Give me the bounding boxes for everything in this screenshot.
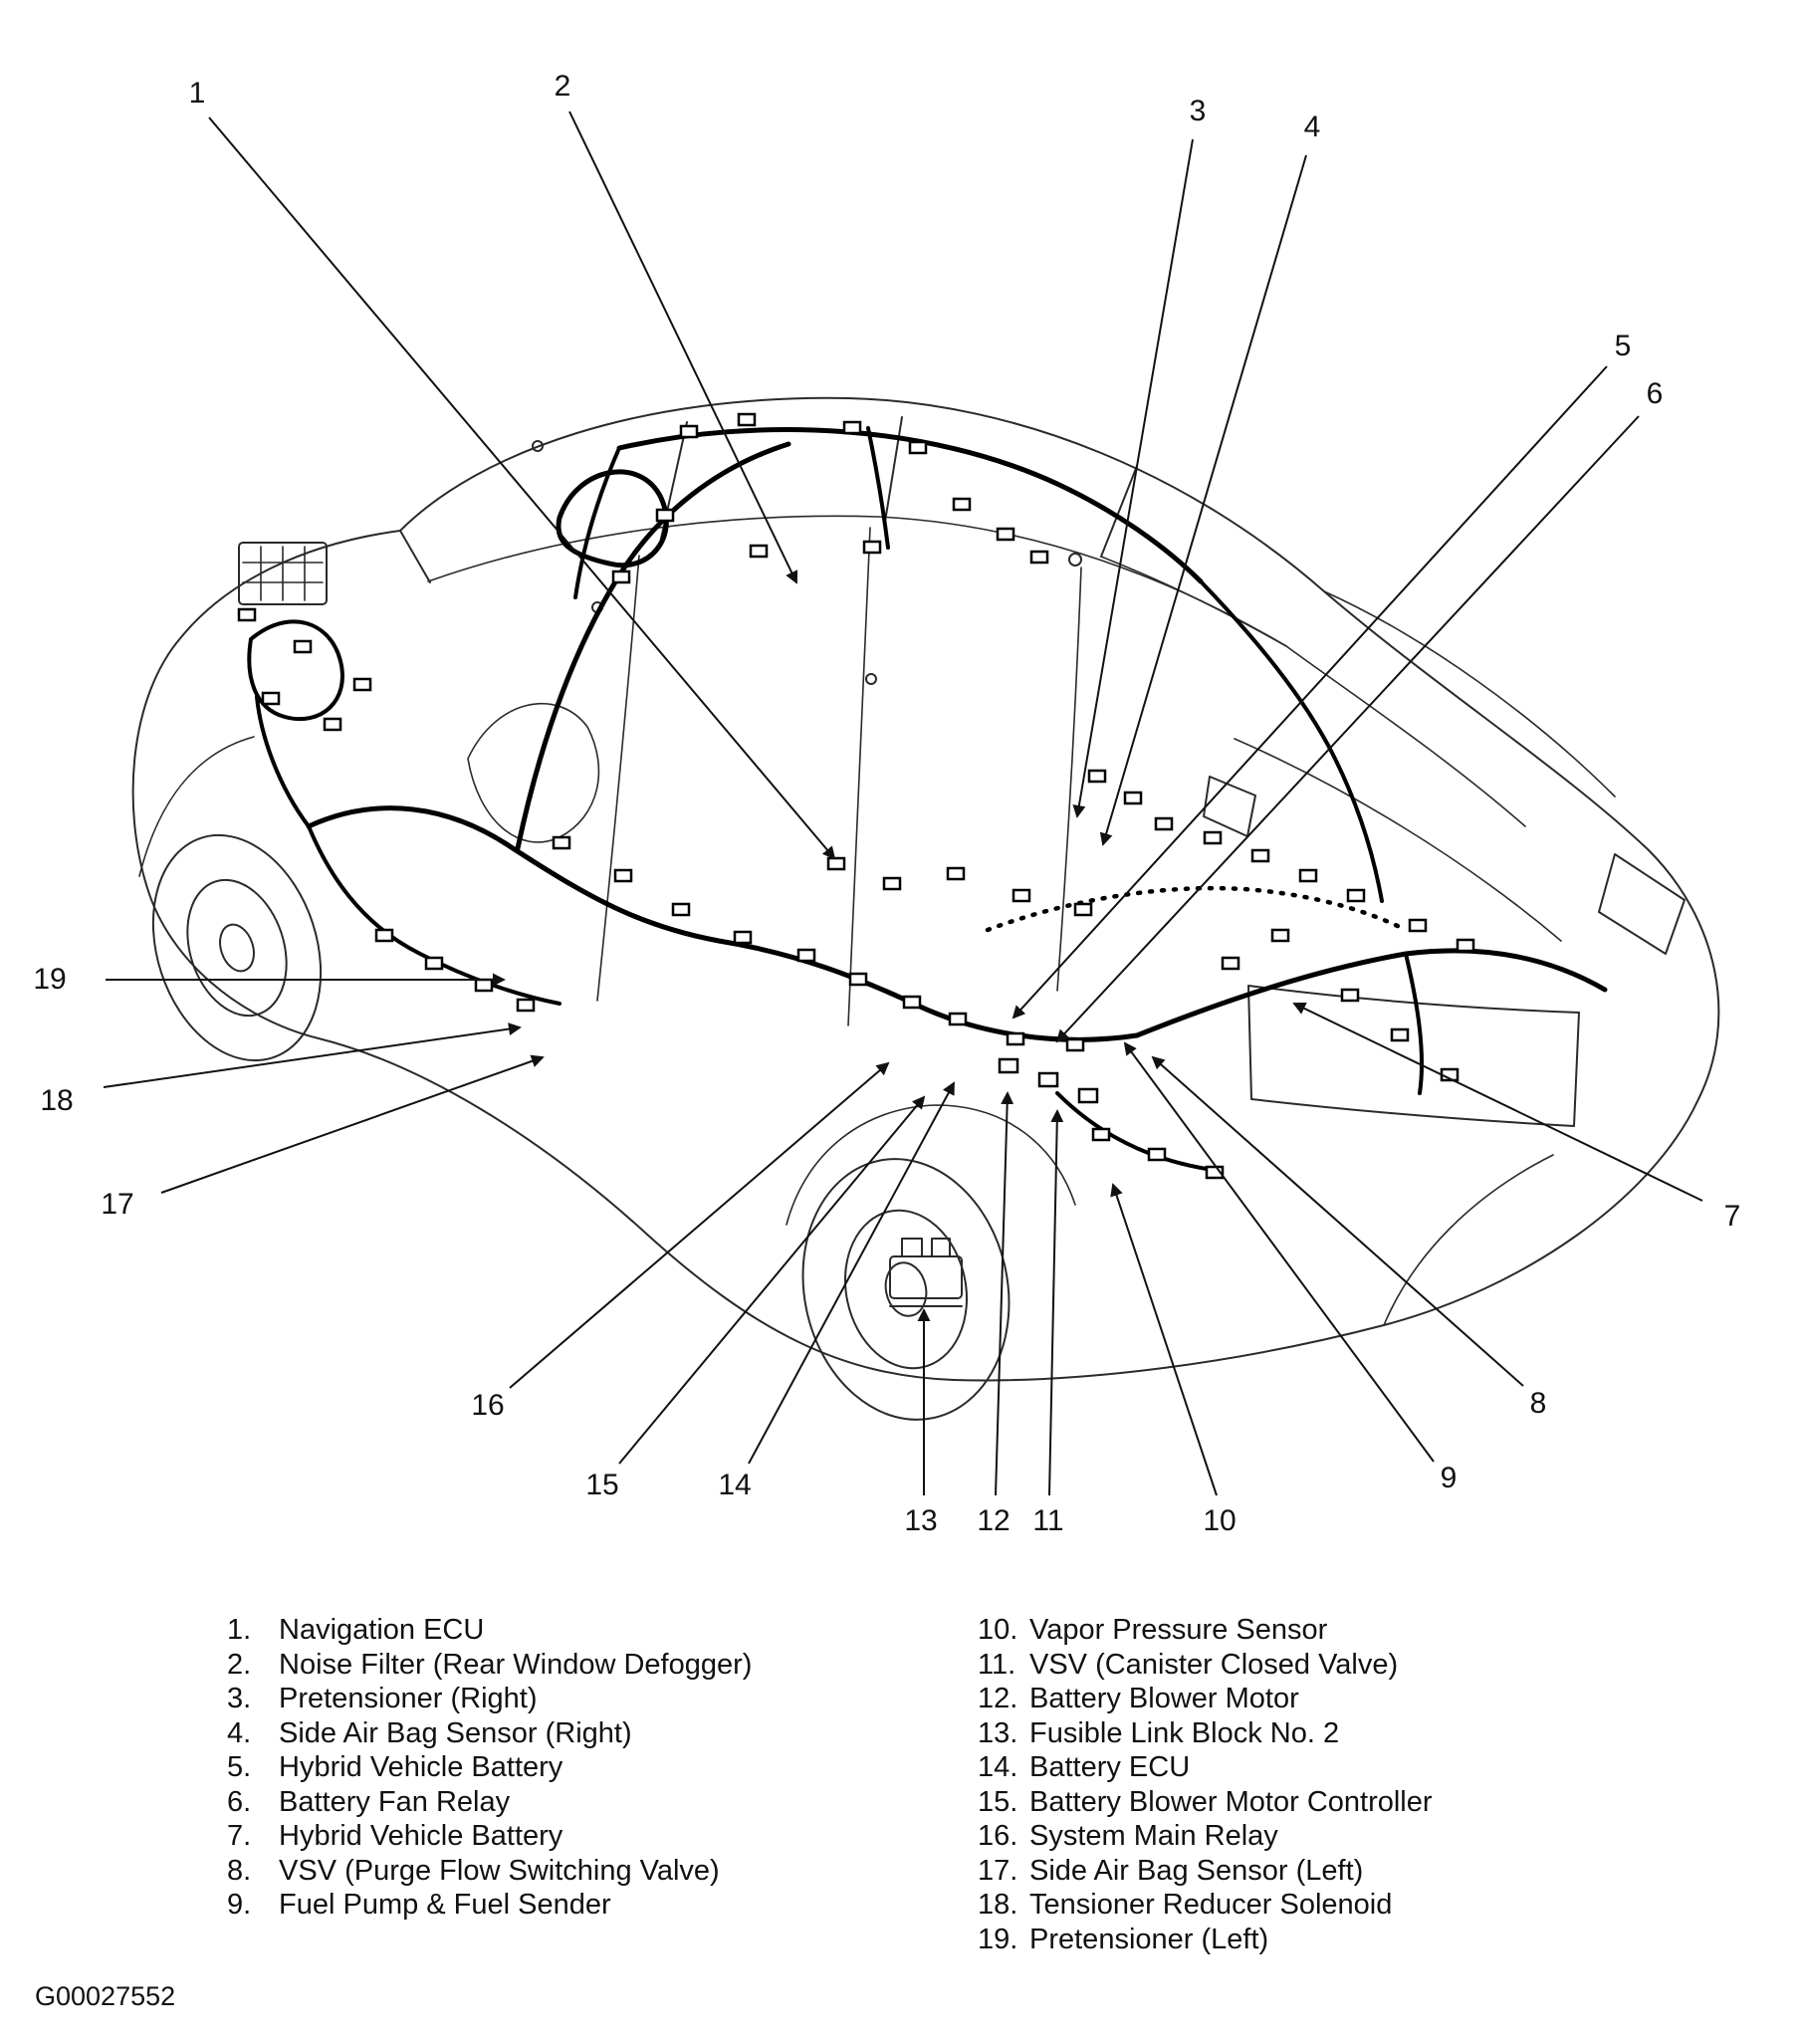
legend-left-column [227,1613,752,1923]
legend-item-16 [978,1819,1433,1854]
legend-label: VSV (Canister Closed Valve) [1029,1648,1399,1681]
legend-num: 18. [978,1889,1018,1921]
callout-12: 12 [977,1504,1011,1537]
legend-num: 5. [227,1751,252,1783]
wiring-harness [249,428,1605,1169]
legend-label: Tensioner Reducer Solenoid [1029,1889,1393,1921]
legend-label: Battery Blower Motor Controller [1029,1785,1433,1818]
legend-item-14 [978,1750,1433,1785]
legend-label: Pretensioner (Right) [279,1683,538,1714]
callout-6: 6 [1646,377,1664,410]
legend-item-17 [978,1854,1433,1889]
legend-item-3 [227,1682,752,1716]
legend-item-10 [978,1613,1433,1648]
legend-label: Battery Blower Motor [1029,1683,1299,1714]
legend-label: Fuel Pump & Fuel Sender [279,1889,611,1921]
legend-item-15 [978,1785,1433,1820]
callout-11: 11 [1032,1504,1064,1537]
legend-label: Battery ECU [1029,1751,1191,1783]
legend-num: 15. [978,1785,1018,1818]
legend-num: 4. [227,1716,252,1749]
legend-item-18 [978,1888,1433,1923]
legend-num: 17. [978,1854,1018,1887]
legend-item-1 [227,1613,752,1648]
legend-label: Side Air Bag Sensor (Right) [279,1716,632,1749]
legend-item-6 [227,1785,752,1820]
legend-label: Noise Filter (Rear Window Defogger) [279,1648,753,1681]
legend-num: 7. [227,1820,252,1852]
legend-label: Hybrid Vehicle Battery [279,1820,563,1852]
legend-label: Hybrid Vehicle Battery [279,1751,563,1783]
legend-label: Pretensioner (Left) [1029,1923,1269,1955]
legend-num: 19. [978,1923,1018,1955]
legend-label: Vapor Pressure Sensor [1029,1614,1328,1646]
legend-label: Battery Fan Relay [279,1785,511,1818]
callout-1: 1 [188,77,206,110]
legend-label: Navigation ECU [279,1614,485,1646]
legend-label: System Main Relay [1029,1820,1278,1852]
callout-14: 14 [718,1469,752,1501]
legend-item-19 [978,1923,1433,1957]
legend-item-13 [978,1716,1433,1751]
callout-18: 18 [40,1084,74,1117]
callout-leader-lines [104,112,1702,1495]
legend-num: 16. [978,1820,1018,1852]
legend-label: Side Air Bag Sensor (Left) [1029,1854,1364,1887]
legend-num: 14. [978,1751,1018,1783]
callout-2: 2 [554,70,571,103]
legend-num: 8. [227,1854,252,1887]
callout-4: 4 [1303,111,1321,143]
callout-17: 17 [101,1188,134,1221]
callout-7: 7 [1723,1200,1741,1233]
legend-item-8 [227,1854,752,1889]
legend-num: 9. [227,1889,252,1921]
callout-5: 5 [1614,330,1632,362]
figure-id: G00027552 [35,1981,176,2011]
legend-item-7 [227,1819,752,1854]
callout-10: 10 [1203,1504,1237,1537]
legend-num: 6. [227,1785,252,1818]
callout-8: 8 [1529,1387,1547,1420]
legend-num: 13. [978,1716,1018,1749]
legend-num: 10. [978,1614,1018,1646]
legend-label: Fusible Link Block No. 2 [1029,1716,1340,1749]
harness-connectors [239,414,1473,1178]
car-body-outline [125,398,1718,1440]
legend-item-5 [227,1750,752,1785]
legend-item-9 [227,1888,752,1923]
legend-right-column [978,1613,1433,1956]
callout-13: 13 [904,1504,938,1537]
callout-15: 15 [585,1469,619,1501]
legend-num: 12. [978,1683,1018,1714]
legend-item-2 [227,1648,752,1683]
callout-16: 16 [471,1389,505,1422]
legend-item-12 [978,1682,1433,1716]
callout-9: 9 [1440,1462,1458,1494]
legend-item-11 [978,1648,1433,1683]
legend-num: 1. [227,1614,252,1646]
callout-19: 19 [33,963,67,996]
legend-num: 2. [227,1648,252,1681]
callout-3: 3 [1189,95,1207,127]
legend-num: 11. [978,1648,1016,1681]
legend-item-4 [227,1716,752,1751]
legend-num: 3. [227,1683,252,1714]
legend-label: VSV (Purge Flow Switching Valve) [279,1854,720,1887]
